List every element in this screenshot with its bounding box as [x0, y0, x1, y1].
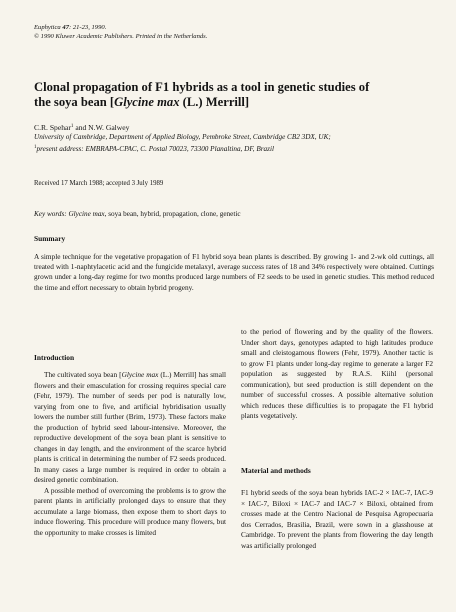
paper-title [34, 80, 434, 110]
intro-p1-italic: Glycine max [121, 370, 159, 379]
methods-column [241, 488, 433, 551]
keywords [34, 210, 241, 219]
journal-citation [34, 24, 207, 33]
author-list [34, 122, 129, 133]
author-1: C.R. Spehar [34, 123, 71, 132]
affiliation-line2: present address: EMBRAPA-CPAC, C. Postal 70023, 73300 Planaltina, DF, Brazil [36, 144, 274, 153]
author-1-marker: 1 [70, 124, 74, 129]
summary-heading: Summary [34, 234, 66, 243]
intro-paragraph-2: A possible method of overcoming the problems is to grow the parent plants in artificially prolonged days to ensure that they accumulate a large biomass, then expose them to short days to induce flowering. This procedure will produce many flowers, but the opportunity to make crosses is limited [34, 485, 226, 537]
intro-paragraph-1 [34, 370, 226, 486]
affiliation-line2-wrap [34, 143, 434, 155]
methods-paragraph: F1 hybrid seeds of the soya bean hybrids IAC-2 × IAC-7, IAC-9 × IAC-7, Biloxi × IAC-7 and IAC-7 × Biloxi, obtained from crosses made at the Centro Nacional de Pesquisa Agropecuaria dos Cerrados, Brasilia, Brazil, were sown in a glasshouse at Cambridge. To prevent the plants from flowering the day length was artificially prolonged [241, 488, 433, 550]
journal-pages: : 21-23, 1990. [68, 24, 107, 31]
intro-paragraph-3: to the period of flowering and by the quality of the flowers. Under short days, genotypes adapted to high latitudes produce small and cleistogamous flowers (Fehr, 1979). Another tactic is to grow F1 plants under long-day regime to generate a larger F2 population as suggested by R.A.S. Kiihl (personal communication), but seed production is still dependent on the number of successful crosses. A possible alternative solution which reduces these difficulties is to propagate the F1 hybrid plants vegetatively. [241, 327, 433, 420]
received-dates: Received 17 March 1988; accepted 3 July 1989 [34, 180, 164, 187]
right-column [241, 327, 433, 422]
title-line1: Clonal propagation of F1 hybrids as a tool in genetic studies of [34, 80, 370, 94]
title-line2-italic: Glycine max [114, 95, 180, 109]
journal-volume: 47 [62, 24, 69, 31]
journal-header [34, 24, 207, 41]
affiliation-marker: 1 [34, 144, 37, 150]
author-2: and N.W. Galwey [73, 123, 130, 132]
keywords-label: Key words: [34, 210, 67, 218]
intro-p1-pre: The cultivated soya bean [ [44, 370, 122, 379]
methods-heading: Material and methods [241, 466, 311, 475]
affiliation [34, 133, 434, 154]
affiliation-line1: University of Cambridge, Department of Applied Biology, Pembroke Street, Cambridge CB2 3DX, UK; [34, 133, 331, 141]
journal-name: Euphytica [34, 24, 61, 31]
summary-text: A simple technique for the vegetative propagation of F1 hybrid soya bean plants is described. By growing 1- and 2-wk old cuttings, all treated with 1-naphtylacetic acid and the fungicide metalaxyl, average success rates of 18 and 34% respectively were obtained. Cuttings grown under a long-day regime for two months produced large numbers of F2 seeds to be used in genetic studies. This method reduced the time and effort necessary to obtain hybrid progeny. [34, 252, 434, 292]
title-line2-post: (L.) Merrill] [179, 95, 250, 109]
journal-copyright: © 1990 Kluwer Academic Publishers. Printed in the Netherlands. [34, 32, 208, 40]
title-line2-pre: the soya bean [ [34, 95, 115, 109]
keywords-rest: , soya bean, hybrid, propagation, clone, genetic [104, 210, 241, 218]
left-column [34, 370, 226, 538]
introduction-heading: Introduction [34, 353, 75, 362]
intro-p1-post: (L.) Merrill] has small flowers and their emasculation for crossing requires special care (Fehr, 1979). The number of seeds per pod is naturally low, varying from one to five, and artificial hybridisation usually lowers the number still further (Brim, 1973). These factors make the production of hybrid seed labour-intensive. Moreover, the reproductive development of the soya bean plant is sensitive to changes in day length, and the environment of the scarce hybrid plants is critical in determining the number of F2 seeds produced. In many cases a large number is required in order to obtain a desired genetic combination. [34, 370, 227, 484]
keywords-italic-term: Glycine max [68, 210, 105, 218]
